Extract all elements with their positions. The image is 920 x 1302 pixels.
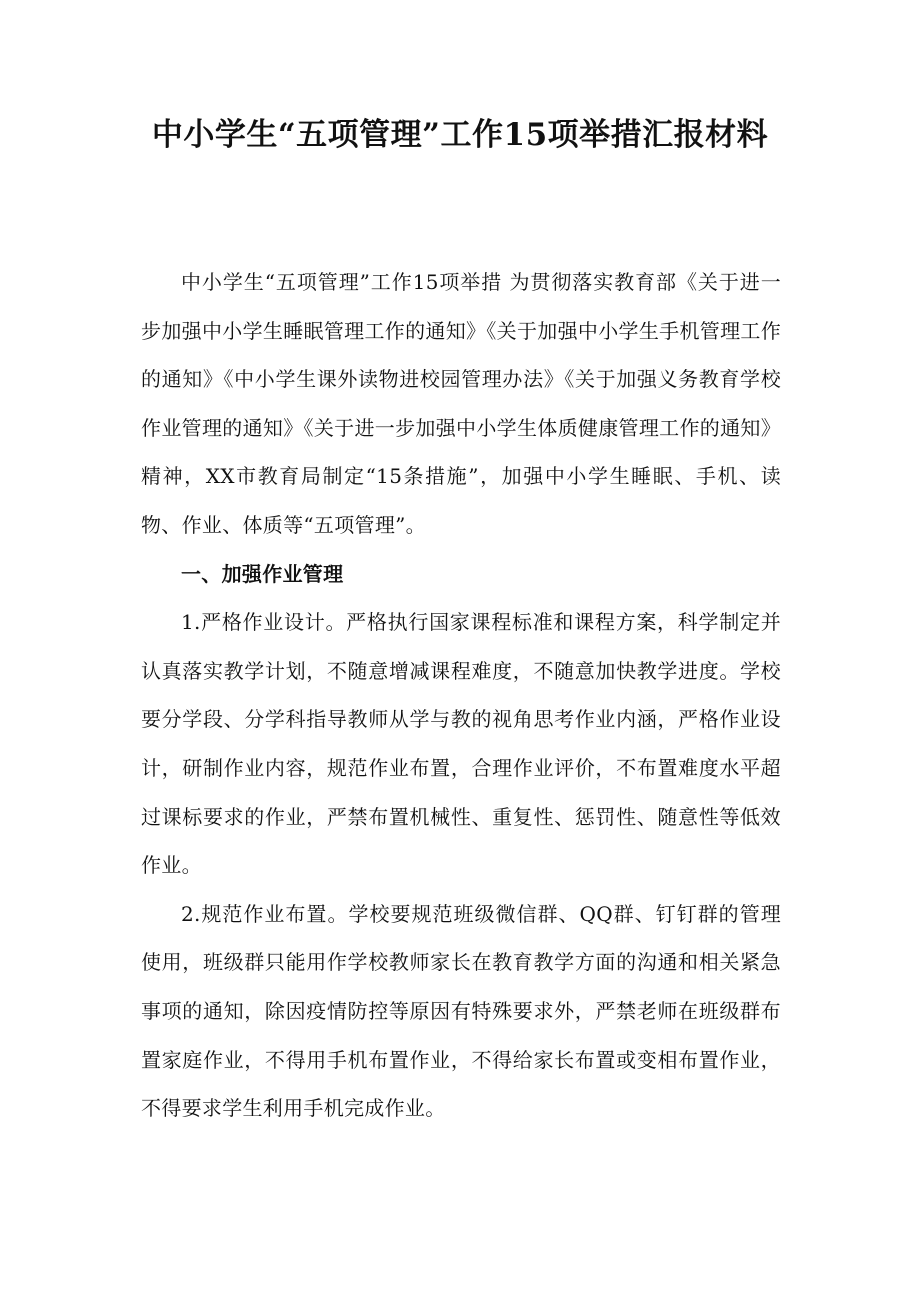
section-heading-homework: 一、加强作业管理 bbox=[181, 561, 344, 586]
paragraph-homework-design: 1.严格作业设计。严格执行国家课程标准和课程方案，科学制定并认真落实教学计划，不随意增减课程难度，不随意加快教学进度。学校要分学段、分学科指导教师从学与教的视角思考作业内涵，严格作业设计，研制作业内容，规范作业布置，合理作业评价，不布置难度水平超过课标要求的作业，严禁布置机械性、重复性、惩罚性、随意性等低效作业。 bbox=[141, 610, 781, 878]
document-body bbox=[141, 258, 781, 1133]
paragraph-homework-assignment: 2.规范作业布置。学校要规范班级微信群、QQ群、钉钉群的管理使用，班级群只能用作学校教师家长在教育教学方面的沟通和相关紧急事项的通知，除因疫情防控等原因有特殊要求外，严禁老师在班级群布置家庭作业，不得用手机布置作业，不得给家长布置或变相布置作业，不得要求学生利用手机完成作业。 bbox=[141, 901, 781, 1121]
document-title: 中小学生“五项管理”工作15项举措汇报材料 bbox=[151, 117, 769, 153]
intro-paragraph: 中小学生“五项管理”工作15项举措 为贯彻落实教育部《关于进一步加强中小学生睡眠管理工作的通知》《关于加强中小学生手机管理工作的通知》《中小学生课外读物进校园管理办法》《关于加强义务教育学校作业管理的通知》《关于进一步加强中小学生体质健康管理工作的通知》精神，XX市教育局制定“15条措施”，加强中小学生睡眠、手机、读物、作业、体质等“五项管理”。 bbox=[141, 270, 781, 537]
